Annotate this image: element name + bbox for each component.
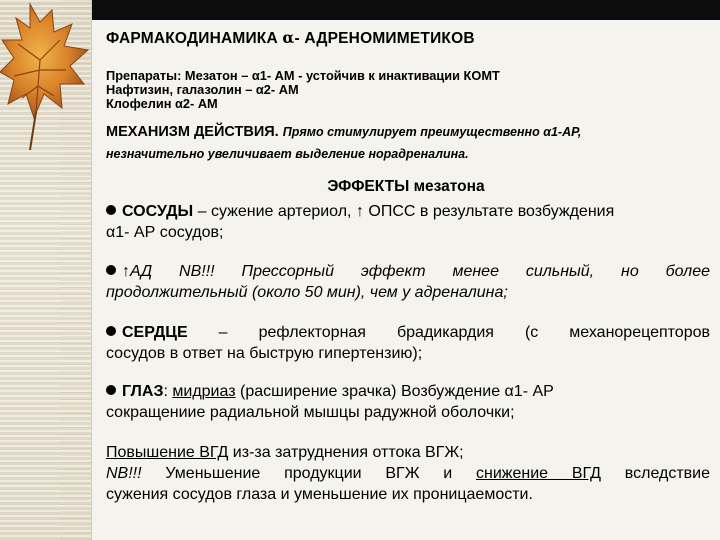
vessels-text-1: – сужение артериол, ↑ ОПСС в результате возбуждения xyxy=(193,203,615,220)
iop-text-1: из-за затруднения оттока ВГЖ; xyxy=(228,444,464,461)
bp-text-2: продолжительный (около 50 мин), чем у адреналина; xyxy=(106,284,508,301)
bullet-icon xyxy=(106,265,116,275)
bullet-icon xyxy=(106,205,116,215)
mechanism-text-2: незначительно увеличивает выделение норадреналина. xyxy=(106,147,469,161)
preparation-line-2: Нафтизин, галазолин – α2- АМ xyxy=(106,82,299,97)
bullet-icon xyxy=(106,385,116,395)
effect-vessels xyxy=(106,201,710,243)
mechanism-line xyxy=(106,124,712,140)
iop-text-3: сужения сосудов глаза и уменьшение их проницаемости. xyxy=(106,486,533,503)
mydriasis-term: мидриаз xyxy=(172,383,236,400)
preparation-line-1: Препараты: Мезатон – α1- АМ - устойчив к инактивации КОМТ xyxy=(106,68,500,83)
mechanism-label: МЕХАНИЗМ ДЕЙСТВИЯ. xyxy=(106,124,279,140)
iop-nb: NB!!! xyxy=(106,465,142,482)
heart-label: СЕРДЦЕ xyxy=(122,324,188,341)
eye-text-2: сокращениие радиальной мышцы радужной оболочки; xyxy=(106,404,515,421)
vessels-label: СОСУДЫ xyxy=(122,203,194,220)
effects-heading: ЭФФЕКТЫ мезатона xyxy=(327,178,485,195)
mechanism-text-1: Прямо стимулирует преимущественно α1-АР, xyxy=(282,125,582,139)
autumn-leaf-icon xyxy=(0,0,92,160)
top-bar xyxy=(92,0,720,20)
eye-label: ГЛАЗ xyxy=(122,383,164,400)
effect-blood-pressure xyxy=(106,261,710,303)
effect-heart xyxy=(106,322,710,364)
slide-title xyxy=(106,28,712,48)
iop-increase-term: Повышение ВГД xyxy=(106,444,229,461)
heart-text-1: – рефлекторная брадикардия (с механорецепторов xyxy=(187,324,710,341)
bp-text-1: Прессорный эффект менее сильный, но более xyxy=(214,263,710,280)
iop-text-2b: вследствие xyxy=(600,465,710,482)
slide-content xyxy=(92,20,720,540)
preparation-line-3: Клофелин α2- АМ xyxy=(106,96,218,111)
eye-text-1: (расширение зрачка) Возбуждение α1- АР xyxy=(235,383,554,400)
bullet-icon xyxy=(106,326,116,336)
eye-colon: : xyxy=(163,383,173,400)
title-alpha: α xyxy=(282,28,295,47)
vessels-text-2: α1- АР сосудов; xyxy=(106,224,224,241)
iop-text-2a: Уменьшение продукции ВГЖ и xyxy=(141,465,477,482)
title-text: ФАРМАКОДИНАМИКА xyxy=(106,30,283,47)
decorative-side-strip xyxy=(0,0,92,540)
bp-label: ↑АД NB!!! xyxy=(122,263,215,280)
heart-text-2: сосудов в ответ на быструю гипертензию); xyxy=(106,345,423,362)
effect-eye xyxy=(106,381,710,423)
title-suffix: - АДРЕНОМИМЕТИКОВ xyxy=(294,30,475,47)
effect-iop xyxy=(106,442,710,505)
iop-decrease-term: снижение ВГД xyxy=(476,465,601,482)
